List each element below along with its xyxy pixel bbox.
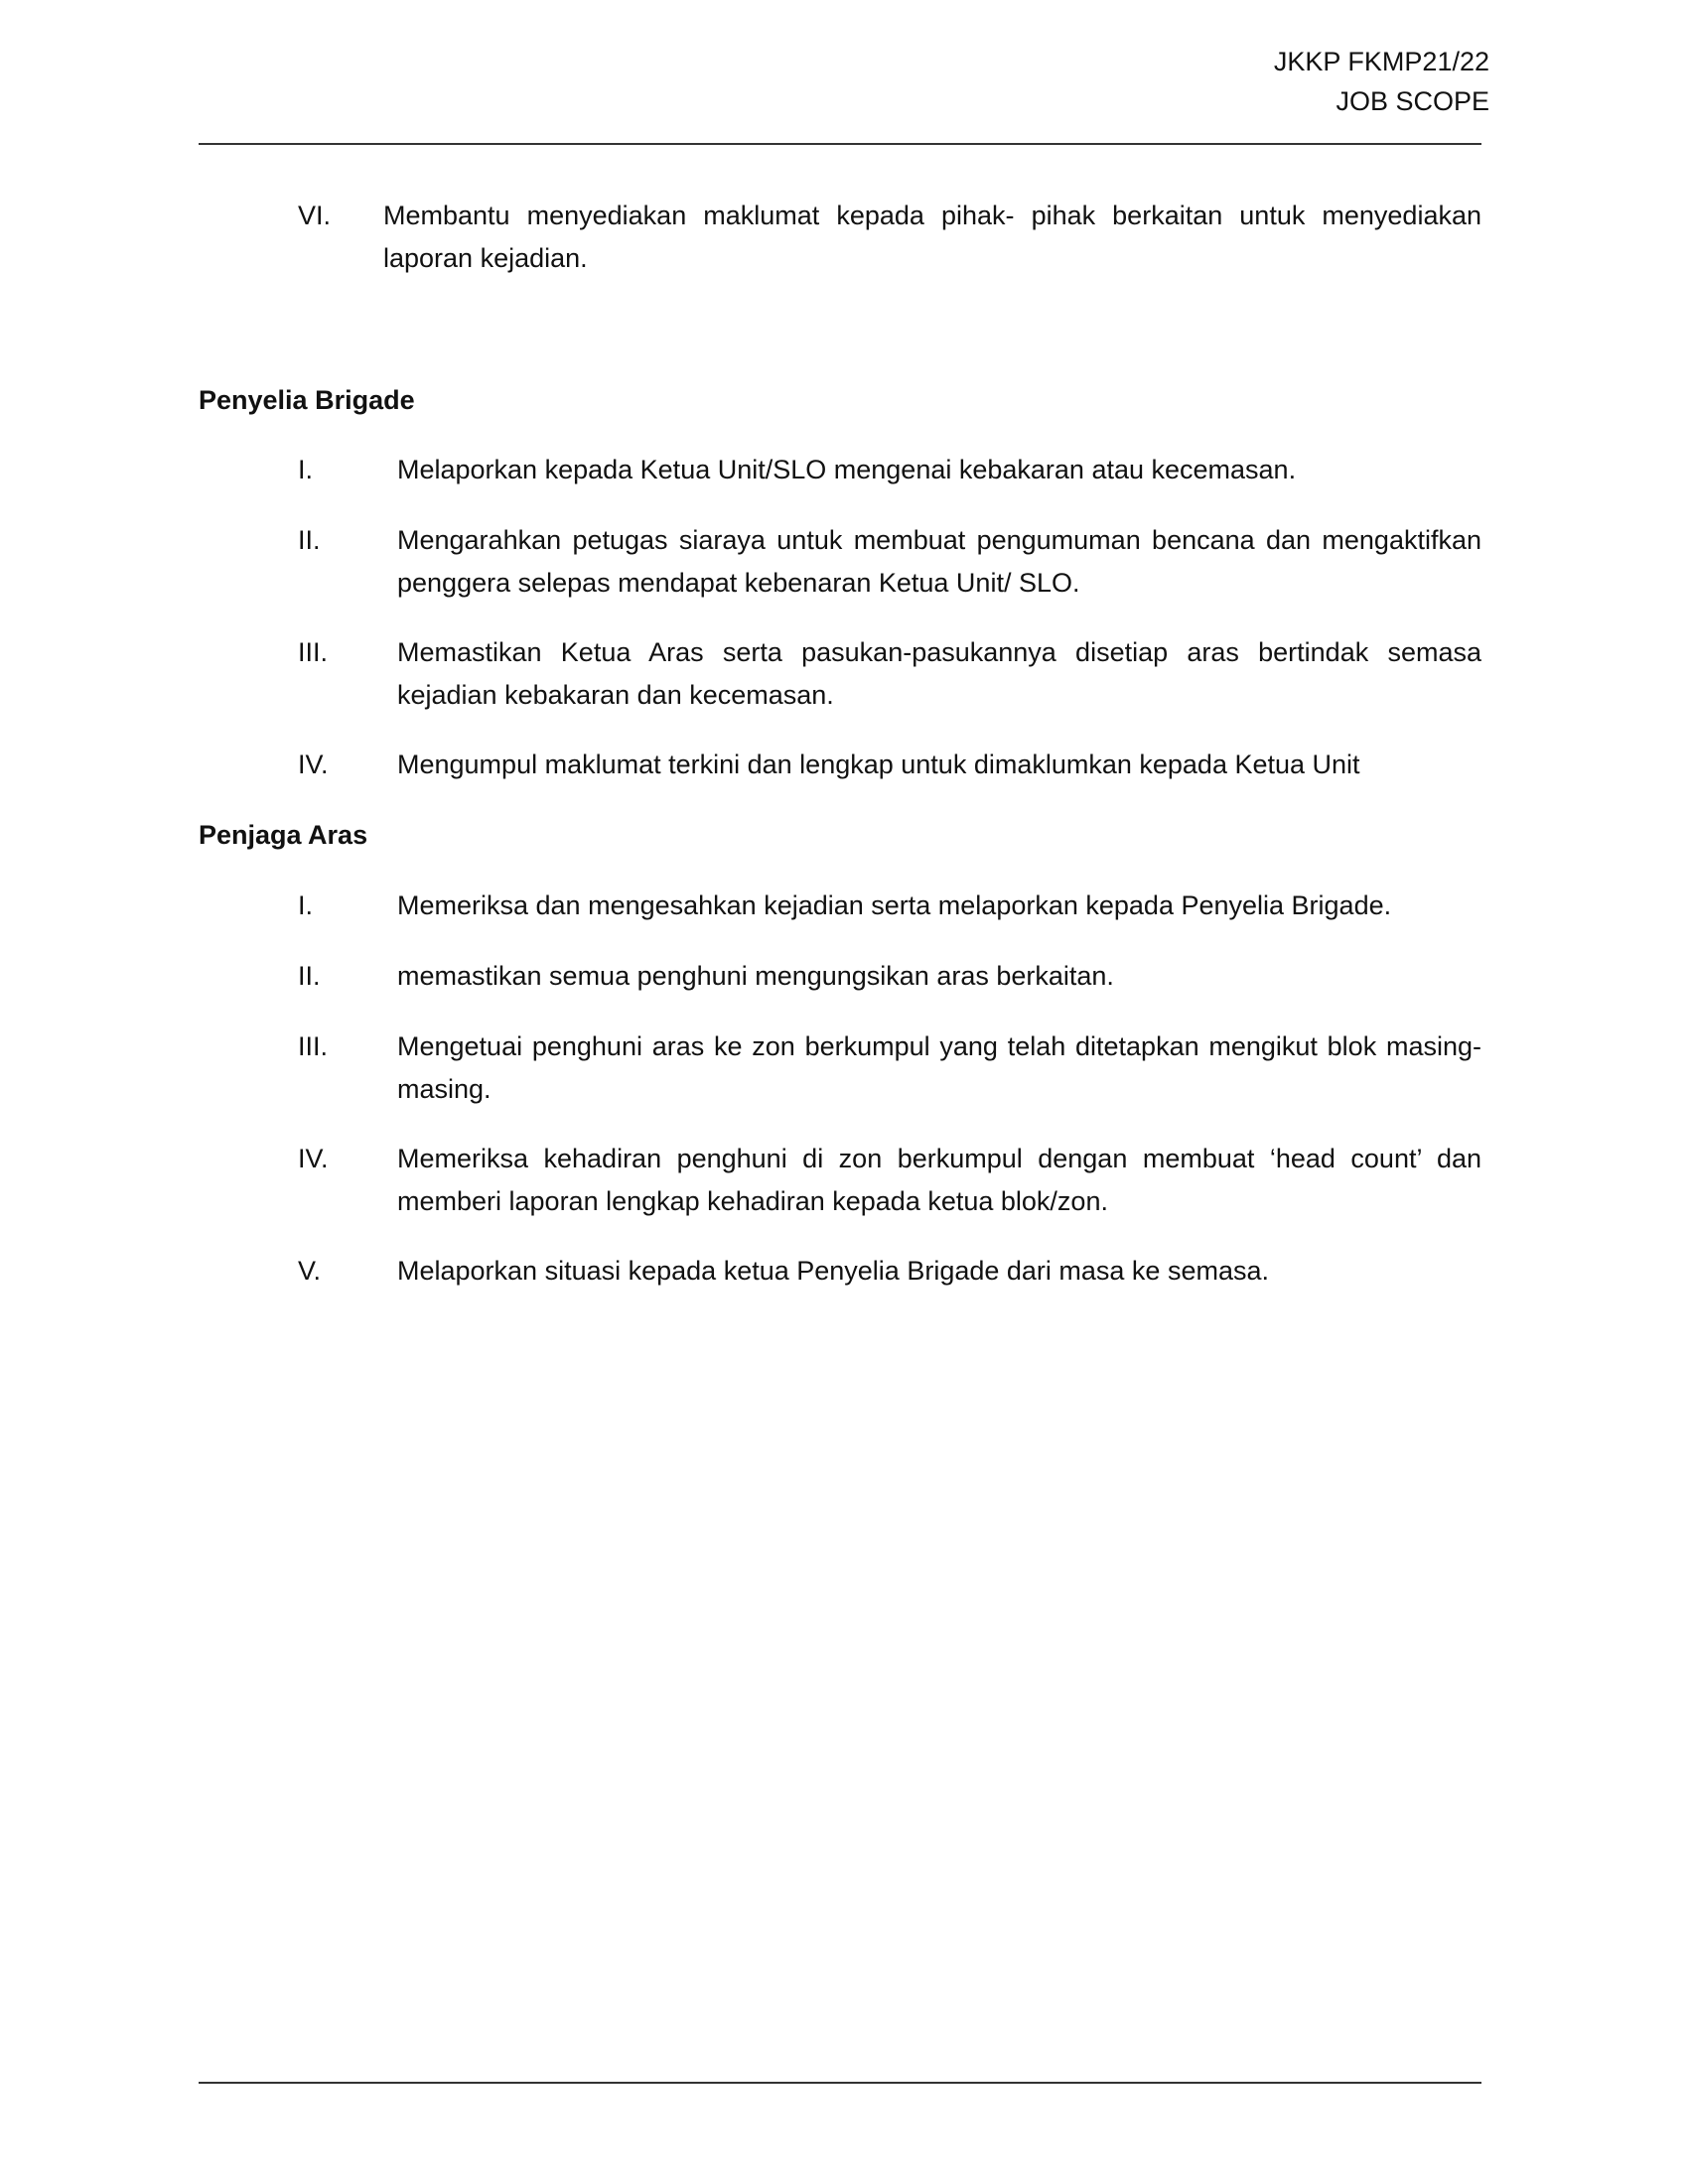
- doc-code: JKKP FKMP21/22: [1273, 47, 1489, 76]
- item-number: II.: [298, 961, 321, 991]
- item-number: I.: [298, 455, 314, 484]
- item-text: Mengarahkan petugas siaraya untuk membuat pengumuman bencana dan mengaktifkan penggera selepas mendapat kebenaran Ketua Unit/ SLO.: [397, 525, 1481, 598]
- page-header: [1274, 42, 1489, 121]
- item-number: IV.: [298, 750, 329, 779]
- item-text: Membantu menyediakan maklumat kepada pihak- pihak berkaitan untuk menyediakan laporan kejadian.: [383, 201, 1481, 273]
- item-number: II.: [298, 525, 321, 555]
- item-text: Memeriksa dan mengesahkan kejadian serta melaporkan kepada Penyelia Brigade.: [397, 890, 1392, 920]
- item-text: Mengumpul maklumat terkini dan lengkap untuk dimaklumkan kepada Ketua Unit: [397, 750, 1360, 779]
- item-number: V.: [298, 1256, 322, 1286]
- item-number: VI.: [298, 201, 332, 230]
- item-text: Melaporkan situasi kepada ketua Penyelia Brigade dari masa ke semasa.: [397, 1256, 1269, 1286]
- section-title: Penyelia Brigade: [199, 385, 415, 415]
- item-number: III.: [298, 1031, 329, 1061]
- footer-divider: [199, 2082, 1481, 2084]
- header-divider: [199, 143, 1481, 145]
- doc-type: JOB SCOPE: [1336, 86, 1489, 116]
- item-number: I.: [298, 890, 314, 920]
- section-title: Penjaga Aras: [199, 820, 368, 850]
- item-text: Mengetuai penghuni aras ke zon berkumpul yang telah ditetapkan mengikut blok masing-masing.: [397, 1031, 1481, 1104]
- item-text: memastikan semua penghuni mengungsikan aras berkaitan.: [397, 961, 1114, 991]
- item-number: IV.: [298, 1144, 329, 1173]
- item-number: III.: [298, 637, 329, 667]
- item-text: Memeriksa kehadiran penghuni di zon berkumpul dengan membuat ‘head count’ dan memberi laporan lengkap kehadiran kepada ketua blok/zon.: [397, 1144, 1481, 1216]
- item-text: Melaporkan kepada Ketua Unit/SLO mengenai kebakaran atau kecemasan.: [397, 455, 1297, 484]
- item-text: Memastikan Ketua Aras serta pasukan-pasukannya disetiap aras bertindak semasa kejadian kebakaran dan kecemasan.: [397, 637, 1481, 710]
